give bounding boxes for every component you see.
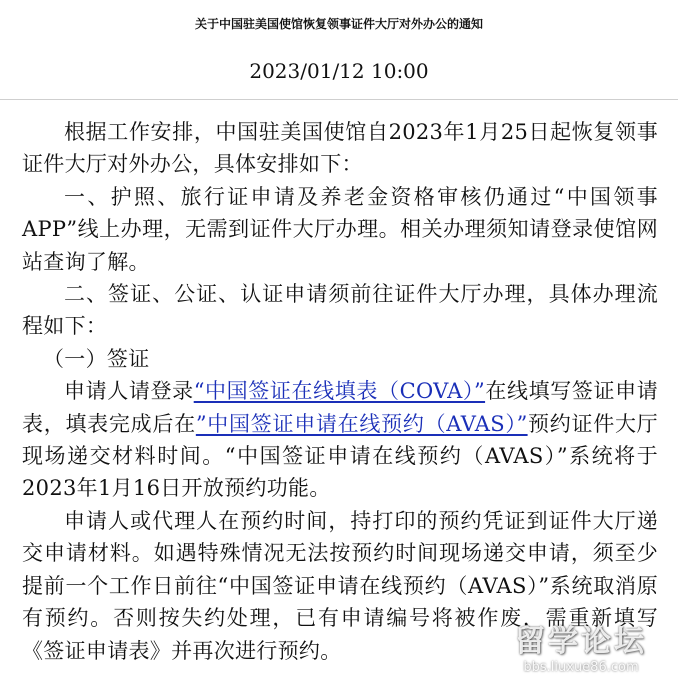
text-apply-login: 申请人请登录 xyxy=(64,379,194,404)
notice-title: 关于中国驻美国使馆恢复领事证件大厅对外办公的通知 xyxy=(194,17,483,31)
header-divider xyxy=(0,99,678,100)
paragraph-visa-application xyxy=(22,375,658,505)
paragraph-passport: 一、护照、旅行证申请及养老金资格审核仍通过“中国领事APP”线上办理，无需到证件大厅办理。相关办理须知请登录使馆网站查询了解。 xyxy=(22,184,658,274)
text-apply-middle: 在线填写签证申请表，填表完成后在 xyxy=(22,379,658,436)
paragraph-visa-notary: 二、签证、公证、认证申请须前往证件大厅办理，具体办理流程如下： xyxy=(22,282,658,339)
cova-link[interactable]: “中国签证在线填表（COVA）” xyxy=(193,379,486,404)
publish-datetime: 2023/01/12 10:00 xyxy=(249,59,429,83)
watermark-logo: 留学论坛 xyxy=(515,624,647,659)
paragraph-appointment: 申请人或代理人在预约时间，持打印的预约凭证到证件大厅递交申请材料。如遇特殊情况无法按预约时间现场递交申请，须至少提前一个工作日前往“中国签证申请在线预约（AVAS）”系统取消原有预约。否则按失约处理，已有申请编号将被作废，需重新填写《签证申请表》并再次进行预约。 xyxy=(22,508,658,663)
watermark-url: bbs.liuxue86.com xyxy=(523,660,639,675)
subheading-visa: （一）签证 xyxy=(43,346,150,371)
text-apply-after: 预约证件大厅现场递交材料时间。“中国签证申请在线预约（AVAS）”系统将于2023年1月16日开放预约功能。 xyxy=(22,411,658,501)
notice-body xyxy=(22,116,658,667)
paragraph-intro: 根据工作安排，中国驻美国使馆自2023年1月25日起恢复领事证件大厅对外办公，具体安排如下： xyxy=(22,120,658,177)
avas-link[interactable]: ”中国签证申请在线预约（AVAS）” xyxy=(195,411,528,436)
